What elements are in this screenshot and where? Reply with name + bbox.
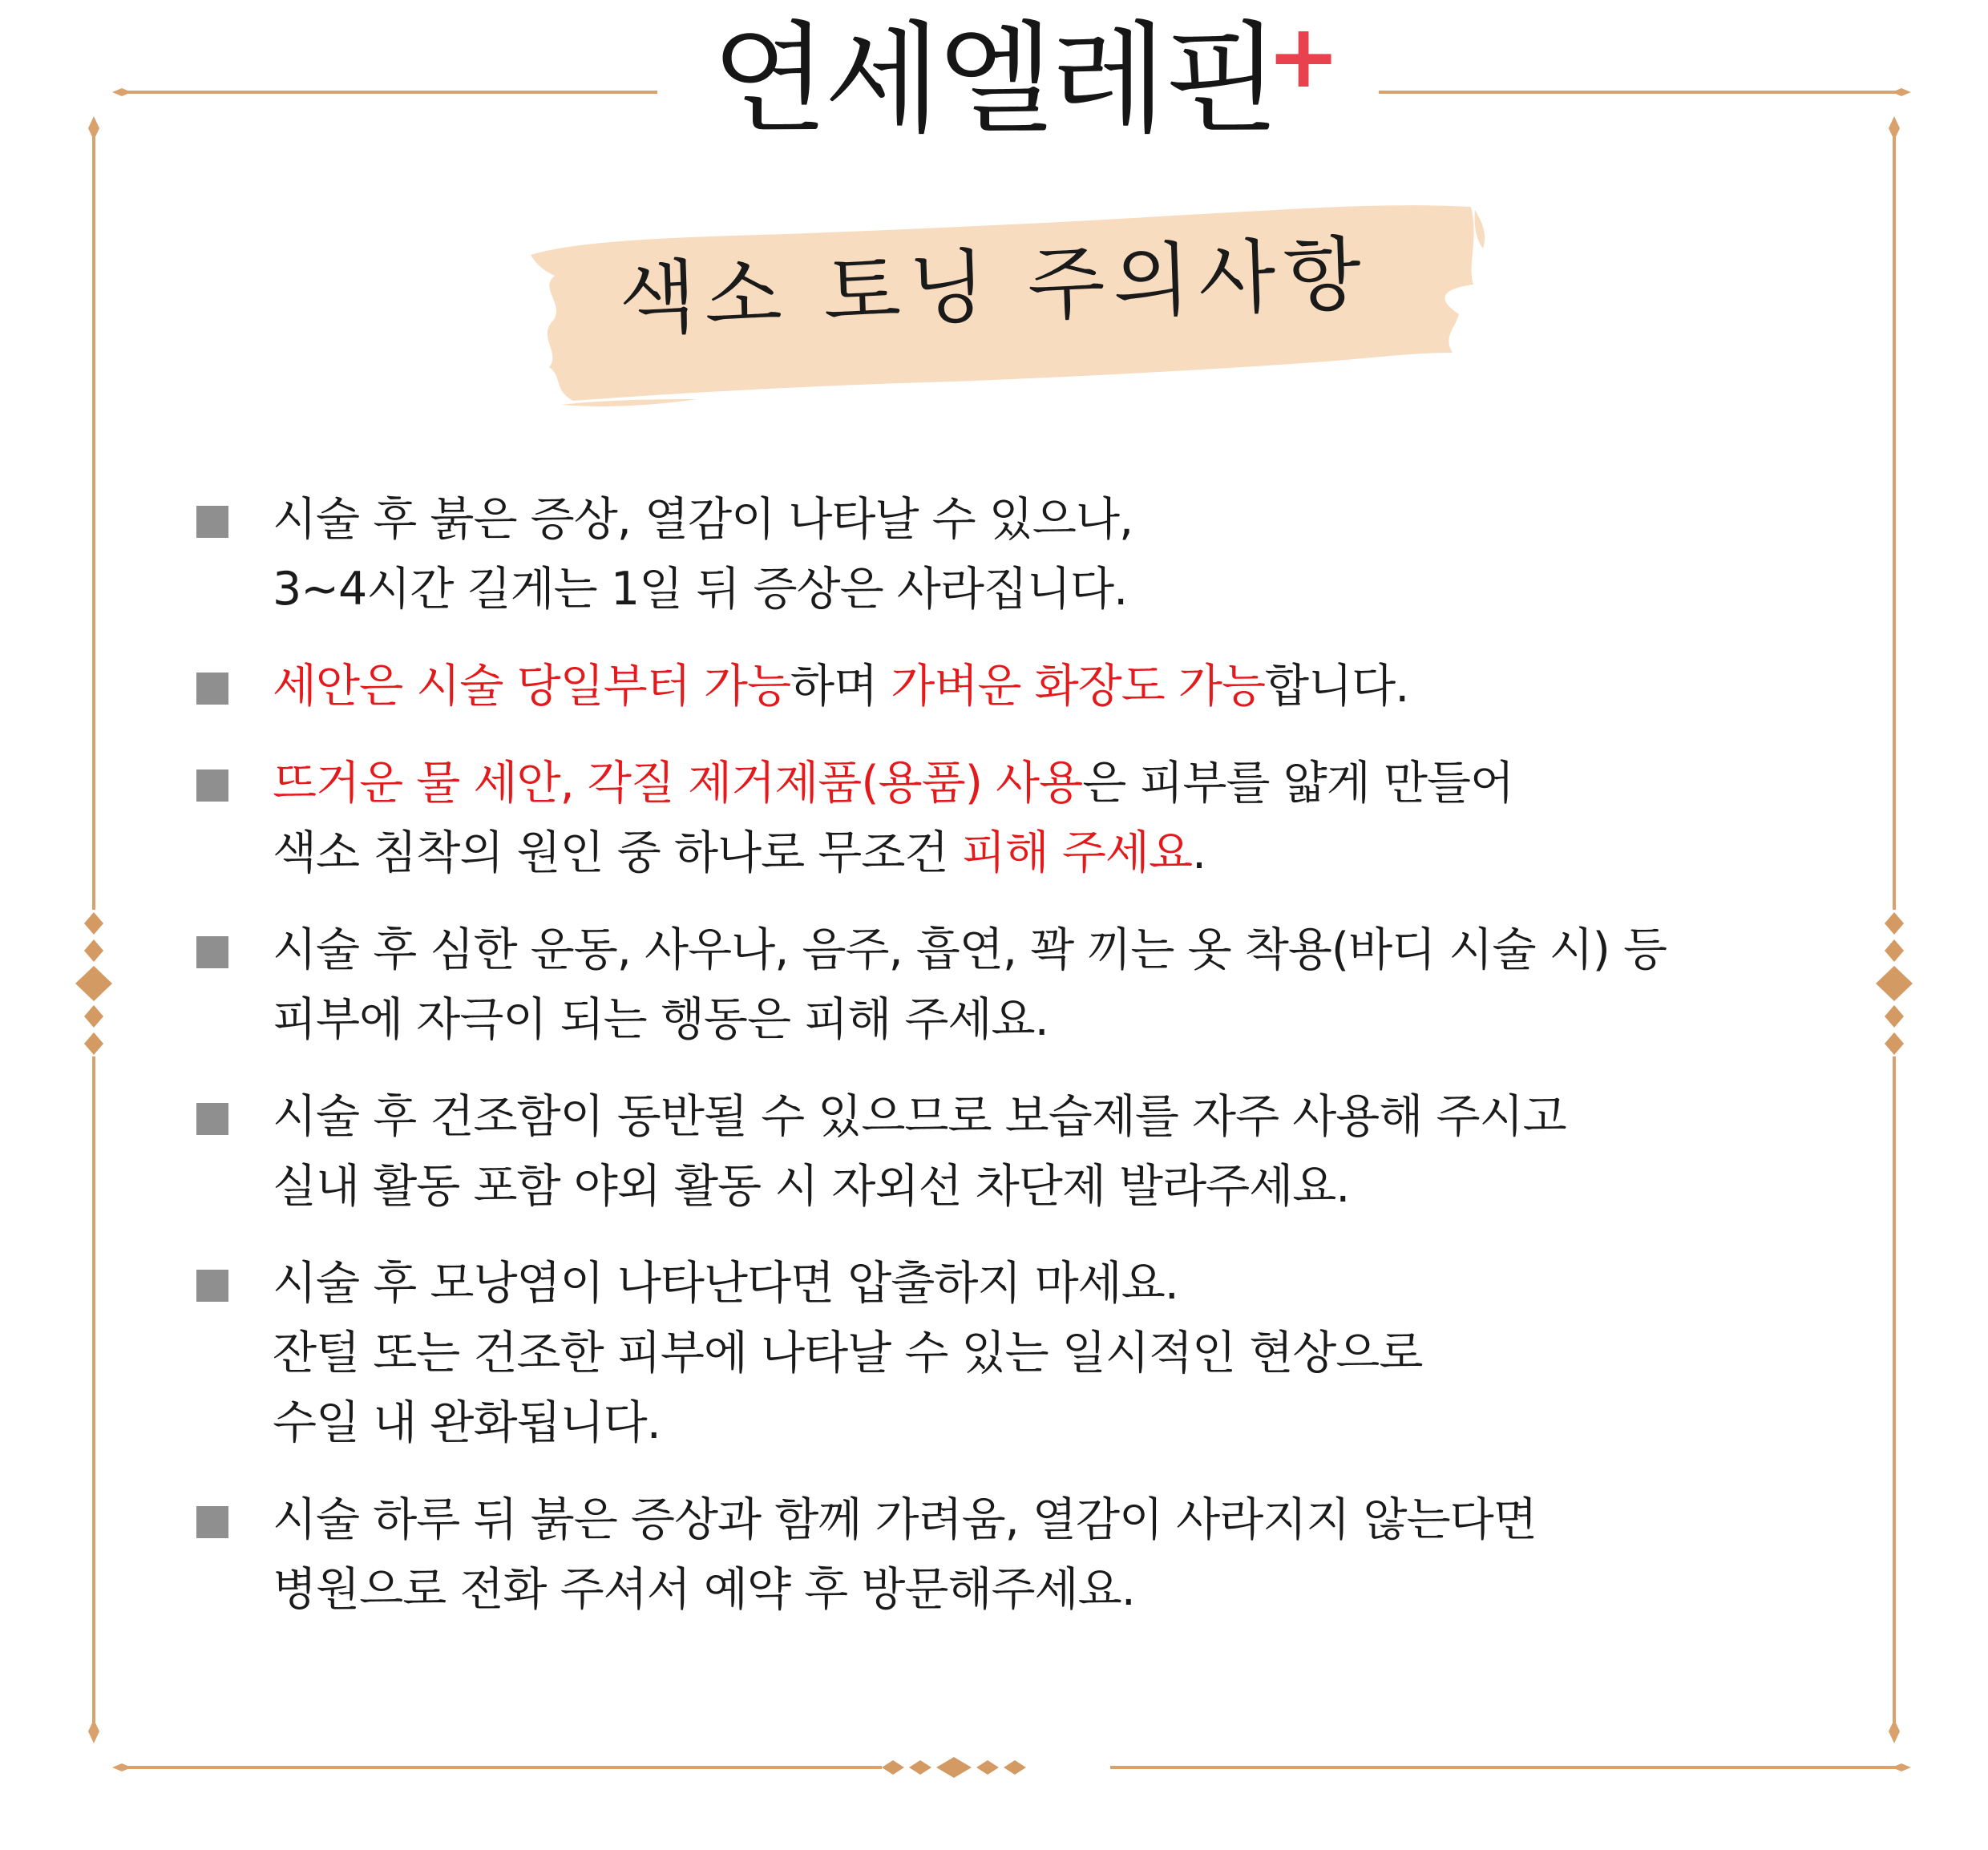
note-text: 시술 후 건조함이 동반될 수 있으므로 보습제를 자주 사용해 주시고 [273, 1090, 1566, 1143]
note-text: 수일 내 완화됩니다. [273, 1396, 661, 1449]
square-bullet-icon [196, 1103, 228, 1135]
note-line [273, 915, 1840, 985]
list-item [196, 652, 1840, 721]
note-text: 은 피부를 얇게 만들어 [1082, 757, 1514, 810]
list-item [196, 1249, 1840, 1458]
note-line [273, 818, 1840, 888]
list-item [196, 485, 1840, 624]
note-text: 합니다. [1265, 660, 1409, 713]
brand-plus-icon: + [1267, 5, 1338, 107]
list-item [196, 1485, 1840, 1625]
note-line [273, 652, 1840, 721]
precautions-list [196, 485, 1840, 1652]
brand-name: 연세엘레핀 [711, 10, 1277, 150]
square-bullet-icon [196, 769, 228, 802]
note-line [273, 555, 1840, 624]
note-text: 잔털 또는 건조한 피부에 나타날 수 있는 일시적인 현상으로 [273, 1327, 1423, 1379]
note-text: 병원으로 전화 주셔서 예약 후 방문해주세요. [273, 1563, 1135, 1616]
square-bullet-icon [196, 673, 228, 705]
list-item [196, 1082, 1840, 1222]
brand-logo [0, 5, 1988, 150]
square-bullet-icon [196, 936, 228, 968]
note-line [273, 749, 1840, 818]
note-line [273, 1082, 1840, 1152]
list-item [196, 915, 1840, 1055]
note-line [273, 985, 1840, 1055]
note-text: 시술 후 심한 운동, 사우나, 음주, 흡연, 꽉 끼는 옷 착용(바디 시술 시) 등 [273, 923, 1667, 976]
note-line [273, 1388, 1840, 1458]
square-bullet-icon [196, 506, 228, 538]
page-title: 색소 토닝 주의사항 [617, 226, 1371, 347]
highlight-text: 뜨거운 물 세안, 각질 제거제품(용품) 사용 [273, 757, 1083, 810]
highlight-text: 피해 주세요 [961, 826, 1193, 879]
note-line [273, 1319, 1840, 1388]
note-text: 3~4시간 길게는 1일 뒤 증상은 사라집니다. [273, 563, 1128, 616]
highlight-text: 세안은 시술 당일부터 가능 [273, 660, 791, 713]
note-text: . [1192, 826, 1206, 879]
note-line [273, 1152, 1840, 1222]
note-text: 시술 후 붉은 증상, 열감이 나타날 수 있으나, [273, 493, 1133, 546]
list-item [196, 749, 1840, 888]
note-text: 실내 활동 포함 야외 활동 시 자외선 차단제 발라주세요. [273, 1160, 1350, 1213]
note-line [273, 1485, 1840, 1555]
note-text: 피부에 자극이 되는 행동은 피해 주세요. [273, 993, 1049, 1046]
note-text: 하며 [790, 660, 891, 713]
highlight-text: 가벼운 화장도 가능 [891, 660, 1266, 713]
square-bullet-icon [196, 1506, 228, 1538]
note-text: 시술 하루 뒤 붉은 증상과 함께 가려움, 열감이 사라지지 않는다면 [273, 1493, 1537, 1546]
note-text: 시술 후 모낭염이 나타난다면 압출하지 마세요. [273, 1257, 1178, 1310]
square-bullet-icon [196, 1270, 228, 1302]
note-line [273, 485, 1840, 555]
note-line [273, 1555, 1840, 1625]
note-line [273, 1249, 1840, 1319]
note-text: 색소 침착의 원인 중 하나로 무조건 [273, 826, 962, 879]
